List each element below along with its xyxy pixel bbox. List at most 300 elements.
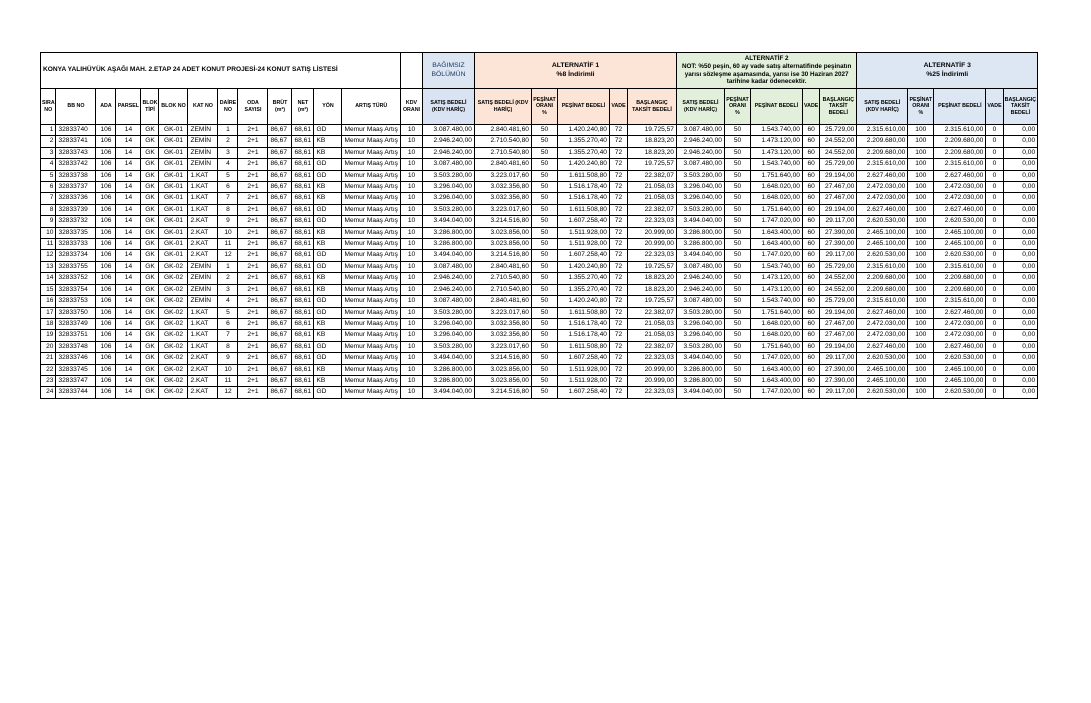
table-cell: 32833740 (56, 125, 96, 136)
table-cell: 10 (400, 147, 422, 158)
table-cell: 1.420.240,80 (557, 125, 609, 136)
table-cell: 60 (802, 193, 819, 204)
table-cell: GK (141, 375, 159, 386)
table-cell: 3.296.040,00 (422, 318, 474, 329)
table-cell: 72 (609, 204, 627, 215)
table-cell: 2.209.680,00 (934, 147, 986, 158)
table-cell: 0,00 (1003, 193, 1038, 204)
table-cell: 19.725,57 (627, 296, 676, 307)
table-cell: 0 (986, 353, 1003, 364)
table-cell: 86,67 (268, 216, 292, 227)
table-cell: 106 (96, 147, 116, 158)
table-cell: 86,67 (268, 250, 292, 261)
table-cell: 3.494.040,00 (422, 387, 474, 398)
table-cell: 0,00 (1003, 273, 1038, 284)
table-cell: 10 (218, 227, 238, 238)
table-cell: 100 (908, 364, 934, 375)
table-cell: 100 (908, 330, 934, 341)
table-cell: 3 (218, 284, 238, 295)
table-cell: 72 (609, 330, 627, 341)
table-cell: 10 (400, 284, 422, 295)
table-cell: 10 (400, 170, 422, 181)
table-cell: 72 (609, 318, 627, 329)
table-cell: 2+1 (238, 261, 268, 272)
table-cell: GK-02 (159, 261, 188, 272)
table-cell: 7 (41, 193, 56, 204)
table-cell: 3.503.280,00 (676, 307, 724, 318)
table-cell: 0 (986, 182, 1003, 193)
table-cell: 68,61 (292, 216, 314, 227)
table-cell: 25.729,00 (820, 125, 857, 136)
table-cell: 21.058,03 (627, 193, 676, 204)
table-cell: 14 (116, 296, 141, 307)
table-cell: 2.465.100,00 (857, 375, 908, 386)
column-header: SATIŞ BEDELİ (KDV HARİÇ) (474, 89, 531, 125)
table-cell: Memur Maaş Artış (342, 239, 401, 250)
table-cell: ZEMİN (188, 261, 218, 272)
table-cell: 22.323,03 (627, 353, 676, 364)
table-cell: 60 (802, 284, 819, 295)
table-cell: Memur Maaş Artış (342, 261, 401, 272)
table-cell: 3.494.040,00 (422, 250, 474, 261)
table-cell: KB (314, 284, 342, 295)
table-cell: 2.472.030,00 (857, 330, 908, 341)
table-cell: 12 (218, 387, 238, 398)
table-cell: GK (141, 387, 159, 398)
table-cell: 24.552,00 (820, 284, 857, 295)
table-cell: 2.946.240,00 (422, 284, 474, 295)
table-cell: 0 (986, 170, 1003, 181)
table-cell: 8 (41, 204, 56, 215)
table-cell: 50 (531, 318, 557, 329)
table-cell: 3.214.516,80 (474, 250, 531, 261)
table-cell: 3.087.480,00 (422, 159, 474, 170)
table-cell: 50 (724, 204, 750, 215)
column-header: SATIŞ BEDELİ (KDV HARİÇ) (422, 89, 474, 125)
table-cell: 68,61 (292, 330, 314, 341)
column-header: SATIŞ BEDELİ (KDV HARİÇ) (676, 89, 724, 125)
table-cell: 3.223.017,60 (474, 204, 531, 215)
table-cell: 2+1 (238, 250, 268, 261)
table-cell: 32833752 (56, 273, 96, 284)
table-cell: 50 (724, 364, 750, 375)
table-cell: 3.286.800,00 (422, 375, 474, 386)
table-cell: 50 (724, 330, 750, 341)
table-cell: 1.643.400,00 (750, 375, 802, 386)
table-cell: 1.643.400,00 (750, 364, 802, 375)
table-cell: 8 (218, 341, 238, 352)
table-cell: 2.472.030,00 (934, 330, 986, 341)
table-cell: 14 (116, 239, 141, 250)
table-cell: GK-02 (159, 296, 188, 307)
table-cell: 1.643.400,00 (750, 239, 802, 250)
table-cell: 106 (96, 353, 116, 364)
table-cell: 86,67 (268, 204, 292, 215)
table-cell: 100 (908, 341, 934, 352)
table-cell: 0,00 (1003, 182, 1038, 193)
table-cell: GD (314, 204, 342, 215)
table-cell: 10 (218, 364, 238, 375)
table-cell: 14 (116, 159, 141, 170)
table-cell: Memur Maaş Artış (342, 330, 401, 341)
table-cell: 14 (116, 193, 141, 204)
group-alternatif-2: ALTERNATİF 2 NOT: %50 peşin, 60 ay vade satış alternatifinde peşinatın yarısı sözleşme aşamasında, yarısı ise 30 Haziran 2027 tarihine kadar ödenecektir. (676, 53, 856, 89)
table-cell: 32833751 (56, 330, 96, 341)
table-cell: 32833741 (56, 136, 96, 147)
table-cell: 3.286.800,00 (676, 227, 724, 238)
table-cell: 1.607.258,40 (557, 353, 609, 364)
table-cell: Memur Maaş Artış (342, 227, 401, 238)
table-cell: 50 (531, 387, 557, 398)
table-cell: GK (141, 273, 159, 284)
table-cell: GK (141, 216, 159, 227)
table-cell: 2.620.530,00 (934, 387, 986, 398)
table-cell: 2.620.530,00 (857, 216, 908, 227)
table-cell: 10 (400, 296, 422, 307)
table-row (41, 387, 1038, 398)
table-cell: 14 (116, 147, 141, 158)
table-cell: 1.543.740,00 (750, 159, 802, 170)
table-row (41, 284, 1038, 295)
table-cell: 21 (41, 353, 56, 364)
table-cell: Memur Maaş Artış (342, 341, 401, 352)
table-cell: Memur Maaş Artış (342, 364, 401, 375)
table-cell: 20.999,00 (627, 227, 676, 238)
table-cell: ZEMİN (188, 273, 218, 284)
table-cell: 60 (802, 387, 819, 398)
table-cell: 106 (96, 136, 116, 147)
table-cell: 50 (531, 307, 557, 318)
table-cell: 68,61 (292, 318, 314, 329)
table-cell: 1.648.020,00 (750, 193, 802, 204)
table-cell: 18.823,20 (627, 147, 676, 158)
table-cell: 50 (724, 216, 750, 227)
table-cell: 2.472.030,00 (857, 182, 908, 193)
table-cell: 3.296.040,00 (676, 182, 724, 193)
table-cell: 14 (116, 204, 141, 215)
table-cell: Memur Maaş Artış (342, 125, 401, 136)
table-cell: 106 (96, 216, 116, 227)
table-cell: 1 (218, 125, 238, 136)
table-cell: 3.023.856,00 (474, 239, 531, 250)
table-cell: GK (141, 250, 159, 261)
table-cell: 3.503.280,00 (422, 204, 474, 215)
table-cell: 100 (908, 216, 934, 227)
table-cell: 1.511.928,00 (557, 364, 609, 375)
table-cell: 2.209.680,00 (857, 147, 908, 158)
table-cell: 0,00 (1003, 136, 1038, 147)
column-header: BB NO (56, 89, 96, 125)
table-cell: 2.KAT (188, 364, 218, 375)
table-cell: 50 (724, 193, 750, 204)
table-cell: 50 (531, 239, 557, 250)
table-cell: 2.627.460,00 (857, 341, 908, 352)
table-cell: Memur Maaş Artış (342, 170, 401, 181)
table-cell: 2.627.460,00 (934, 307, 986, 318)
table-cell: 0,00 (1003, 125, 1038, 136)
table-cell: 50 (531, 284, 557, 295)
table-cell: 86,67 (268, 159, 292, 170)
table-cell: 1.KAT (188, 307, 218, 318)
table-cell: 60 (802, 261, 819, 272)
column-header-row (41, 89, 1038, 125)
table-cell: 60 (802, 216, 819, 227)
table-cell: 3.494.040,00 (676, 387, 724, 398)
table-cell: 2.315.610,00 (934, 159, 986, 170)
table-cell: Memur Maaş Artış (342, 147, 401, 158)
table-cell: 100 (908, 136, 934, 147)
table-cell: GK (141, 307, 159, 318)
table-cell: 27.390,00 (820, 239, 857, 250)
table-cell: 5 (218, 170, 238, 181)
table-cell: 50 (531, 261, 557, 272)
table-cell: 50 (531, 216, 557, 227)
table-cell: 1.611.508,80 (557, 307, 609, 318)
table-cell: ZEMİN (188, 125, 218, 136)
table-cell: 29.194,00 (820, 341, 857, 352)
table-cell: 68,61 (292, 284, 314, 295)
table-cell: 3.087.480,00 (676, 261, 724, 272)
table-cell: 1.KAT (188, 330, 218, 341)
table-cell: 68,61 (292, 204, 314, 215)
table-cell: GD (314, 216, 342, 227)
table-cell: 1.KAT (188, 318, 218, 329)
table-cell: 2.620.530,00 (857, 353, 908, 364)
column-header: DAİRE NO (218, 89, 238, 125)
table-cell: 3.503.280,00 (422, 170, 474, 181)
table-cell: 3.296.040,00 (676, 330, 724, 341)
table-cell: 22 (41, 364, 56, 375)
table-cell: Memur Maaş Artış (342, 307, 401, 318)
table-cell: 2.946.240,00 (422, 147, 474, 158)
table-cell: 68,61 (292, 387, 314, 398)
table-cell: 6 (41, 182, 56, 193)
table-cell: 1.516.178,40 (557, 193, 609, 204)
table-cell: 32833735 (56, 227, 96, 238)
table-cell: 10 (41, 227, 56, 238)
table-cell: GD (314, 261, 342, 272)
table-cell: 72 (609, 375, 627, 386)
table-cell: 32833732 (56, 216, 96, 227)
table-cell: 0 (986, 364, 1003, 375)
table-cell: 14 (116, 227, 141, 238)
column-header: BLOK NO (159, 89, 188, 125)
table-cell: 0,00 (1003, 364, 1038, 375)
table-cell: 60 (802, 250, 819, 261)
table-row (41, 364, 1038, 375)
table-cell: 2.627.460,00 (934, 341, 986, 352)
table-cell: 2.472.030,00 (934, 182, 986, 193)
table-cell: Memur Maaş Artış (342, 216, 401, 227)
table-cell: Memur Maaş Artış (342, 296, 401, 307)
table-cell: 5 (41, 170, 56, 181)
table-cell: 2+1 (238, 136, 268, 147)
table-cell: 2+1 (238, 284, 268, 295)
table-cell: 3.296.040,00 (422, 193, 474, 204)
table-cell: 72 (609, 353, 627, 364)
table-cell: GD (314, 250, 342, 261)
column-header: KAT NO (188, 89, 218, 125)
table-cell: 1.516.178,40 (557, 182, 609, 193)
table-cell: 32833734 (56, 250, 96, 261)
table-cell: 2 (218, 136, 238, 147)
table-cell: 72 (609, 182, 627, 193)
table-cell: 2+1 (238, 193, 268, 204)
table-cell: 7 (218, 330, 238, 341)
table-cell: GD (314, 307, 342, 318)
table-cell: KB (314, 273, 342, 284)
table-cell: 2+1 (238, 387, 268, 398)
table-cell: 3.503.280,00 (422, 307, 474, 318)
table-cell: 2.710.540,80 (474, 147, 531, 158)
table-cell: 100 (908, 318, 934, 329)
table-cell: 3.503.280,00 (676, 170, 724, 181)
table-cell: 68,61 (292, 375, 314, 386)
table-cell: 10 (400, 250, 422, 261)
table-cell: 2+1 (238, 375, 268, 386)
table-cell: 2+1 (238, 273, 268, 284)
table-cell: 50 (531, 193, 557, 204)
table-cell: 60 (802, 296, 819, 307)
table-cell: 0 (986, 330, 1003, 341)
table-cell: 60 (802, 170, 819, 181)
table-cell: 13 (41, 261, 56, 272)
table-cell: 50 (531, 170, 557, 181)
table-cell: GK (141, 170, 159, 181)
table-cell: 2 (218, 273, 238, 284)
table-cell: 32833743 (56, 147, 96, 158)
table-cell: GK (141, 296, 159, 307)
table-row (41, 182, 1038, 193)
table-cell: 2+1 (238, 204, 268, 215)
table-cell: 1.473.120,00 (750, 273, 802, 284)
table-cell: 60 (802, 364, 819, 375)
table-cell: 32833754 (56, 284, 96, 295)
table-cell: Memur Maaş Artış (342, 353, 401, 364)
table-cell: 72 (609, 273, 627, 284)
column-header: BAŞLANGIÇ TAKSİT BEDELİ (820, 89, 857, 125)
column-header: PEŞİNAT ORANI % (724, 89, 750, 125)
table-cell: 2.KAT (188, 353, 218, 364)
table-row (41, 375, 1038, 386)
table-cell: Memur Maaş Artış (342, 273, 401, 284)
table-cell: 3.032.356,80 (474, 193, 531, 204)
table-cell: 2.710.540,80 (474, 136, 531, 147)
table-cell: GK-01 (159, 250, 188, 261)
table-cell: 24.552,00 (820, 136, 857, 147)
table-row (41, 250, 1038, 261)
table-cell: 2.472.030,00 (857, 193, 908, 204)
table-cell: 2+1 (238, 318, 268, 329)
column-header: KDV ORANI (400, 89, 422, 125)
table-cell: 0 (986, 273, 1003, 284)
table-cell: 1.747.020,00 (750, 353, 802, 364)
table-cell: 60 (802, 273, 819, 284)
table-cell: 100 (908, 204, 934, 215)
table-cell: 60 (802, 353, 819, 364)
table-cell: 3 (41, 147, 56, 158)
table-cell: 72 (609, 250, 627, 261)
table-cell: 20.999,00 (627, 364, 676, 375)
table-cell: 22.323,03 (627, 250, 676, 261)
group-alternatif-1: ALTERNATİF 1 %8 İndirimli (474, 53, 676, 89)
table-row (41, 136, 1038, 147)
table-cell: KB (314, 193, 342, 204)
table-cell: 1.420.240,80 (557, 261, 609, 272)
table-row (41, 353, 1038, 364)
table-cell: 50 (724, 375, 750, 386)
table-cell: 27.390,00 (820, 364, 857, 375)
table-cell: 22.382,07 (627, 341, 676, 352)
table-cell: 72 (609, 193, 627, 204)
table-cell: 18 (41, 318, 56, 329)
table-cell: 50 (531, 182, 557, 193)
table-cell: 106 (96, 330, 116, 341)
column-header: BLOK TİPİ (141, 89, 159, 125)
table-cell: 14 (116, 125, 141, 136)
table-cell: 1.648.020,00 (750, 318, 802, 329)
table-cell: 0,00 (1003, 307, 1038, 318)
table-cell: 18.823,20 (627, 136, 676, 147)
table-cell: 60 (802, 227, 819, 238)
table-cell: 0,00 (1003, 227, 1038, 238)
table-cell: 2.946.240,00 (676, 136, 724, 147)
table-cell: 100 (908, 387, 934, 398)
table-cell: GK (141, 364, 159, 375)
table-cell: GK-01 (159, 159, 188, 170)
table-cell: GK (141, 239, 159, 250)
table-cell: 0,00 (1003, 250, 1038, 261)
table-cell: GK-02 (159, 341, 188, 352)
table-row (41, 193, 1038, 204)
table-cell: 2.315.610,00 (857, 125, 908, 136)
table-cell: 2+1 (238, 239, 268, 250)
table-cell: 50 (724, 239, 750, 250)
table-cell: 0 (986, 204, 1003, 215)
table-cell: GK (141, 227, 159, 238)
table-cell: 7 (218, 193, 238, 204)
table-cell: 19.725,57 (627, 159, 676, 170)
table-cell: 86,67 (268, 261, 292, 272)
table-cell: 68,61 (292, 125, 314, 136)
table-cell: 2.315.610,00 (934, 261, 986, 272)
table-row (41, 261, 1038, 272)
table-cell: 68,61 (292, 136, 314, 147)
table-cell: 50 (724, 284, 750, 295)
table-cell: 50 (724, 296, 750, 307)
table-cell: 106 (96, 296, 116, 307)
table-cell: 23 (41, 375, 56, 386)
table-cell: Memur Maaş Artış (342, 250, 401, 261)
table-cell: 10 (400, 193, 422, 204)
table-cell: GK (141, 341, 159, 352)
column-header: PEŞİNAT ORANI % (908, 89, 934, 125)
table-cell: 50 (531, 159, 557, 170)
table-cell: 32833753 (56, 296, 96, 307)
table-cell: 68,61 (292, 353, 314, 364)
table-cell: 50 (724, 159, 750, 170)
table-cell: 86,67 (268, 307, 292, 318)
table-cell: 1.607.258,40 (557, 250, 609, 261)
table-cell: 20.999,00 (627, 375, 676, 386)
column-header: PEŞİNAT BEDELİ (557, 89, 609, 125)
table-cell: GK-02 (159, 364, 188, 375)
table-cell: ZEMİN (188, 159, 218, 170)
table-cell: GK (141, 318, 159, 329)
table-cell: 0,00 (1003, 318, 1038, 329)
table-cell: GK (141, 125, 159, 136)
table-cell: 1.KAT (188, 170, 218, 181)
